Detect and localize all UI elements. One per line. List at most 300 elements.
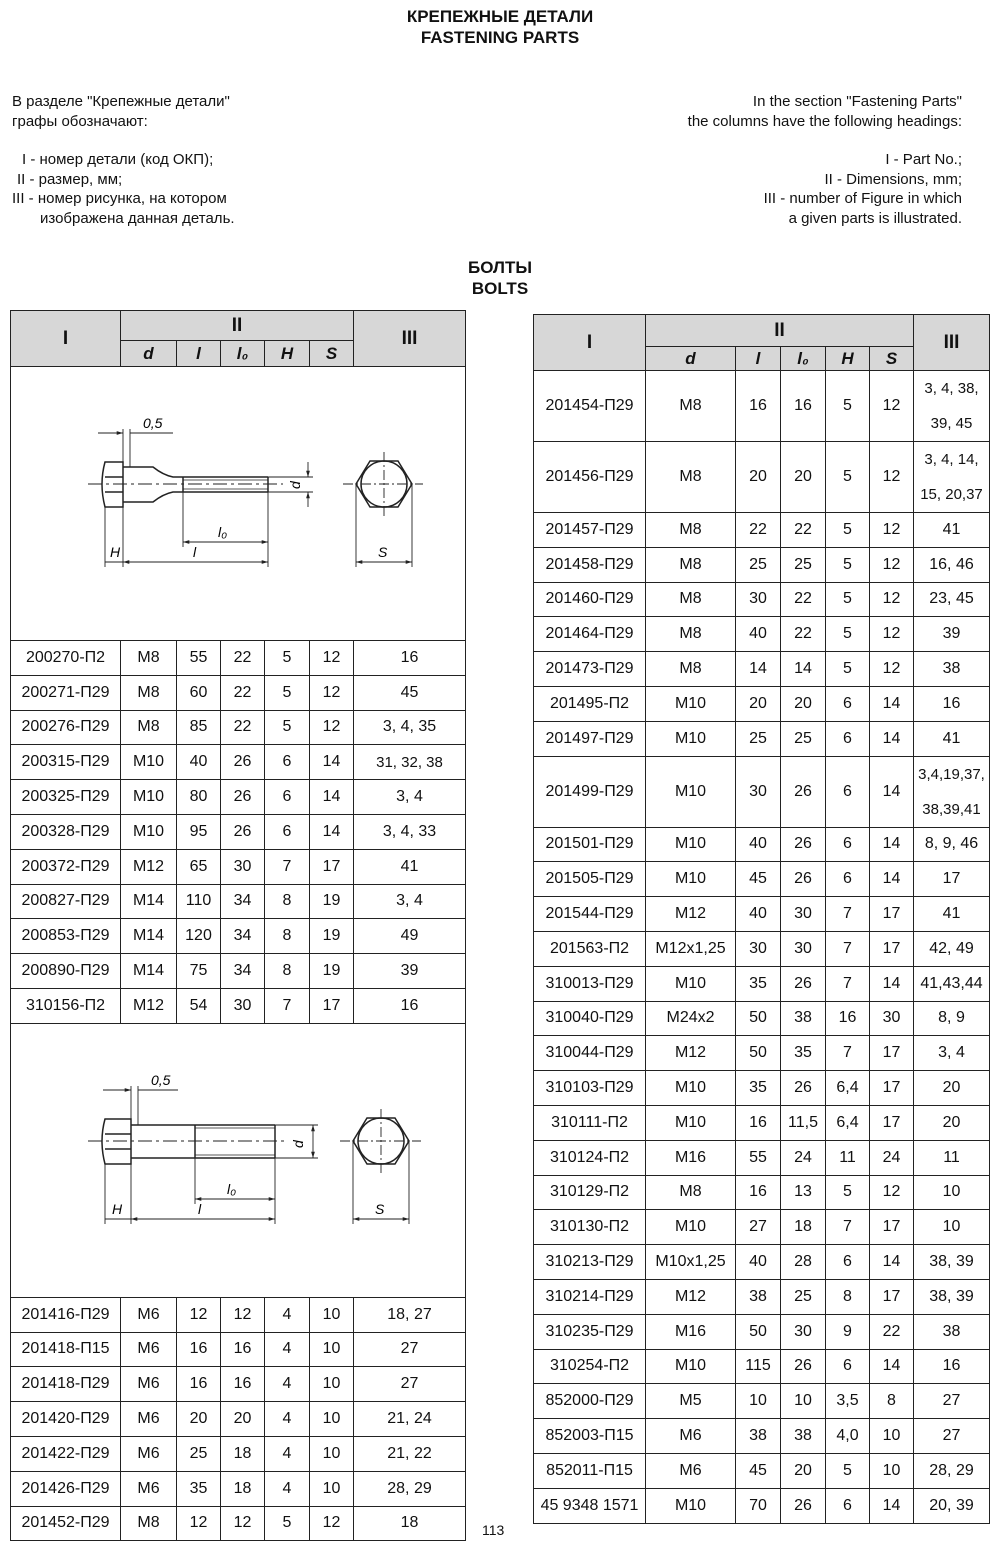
cell-figure: 18: [354, 1506, 466, 1541]
cell-d: M16: [646, 1140, 736, 1175]
cell-part-no: 200315-П29: [11, 745, 121, 780]
cell-h: 4: [265, 1436, 310, 1471]
cell-s: 17: [870, 1210, 914, 1245]
cell-l: 20: [736, 686, 781, 721]
cell-l0: 35: [781, 1036, 826, 1071]
table-row: [11, 675, 466, 710]
cell-l: 40: [736, 827, 781, 862]
table-row: [11, 1402, 466, 1437]
cell-l0: 22: [221, 675, 265, 710]
cell-part-no: 200271-П29: [11, 675, 121, 710]
cell-figure: 41: [354, 849, 466, 884]
cell-part-no: 310235-П29: [534, 1314, 646, 1349]
cell-figure: 21, 24: [354, 1402, 466, 1437]
cell-figure: 38, 39: [914, 1279, 990, 1314]
table-row: [11, 1471, 466, 1506]
cell-s: 10: [310, 1436, 354, 1471]
table-row: [11, 954, 466, 989]
page-number: 113: [482, 1522, 505, 1538]
cell-d: M16: [646, 1314, 736, 1349]
cell-s: 14: [870, 756, 914, 827]
table-row: [534, 1279, 990, 1314]
table-row: [534, 652, 990, 687]
col-header-h: H: [265, 341, 310, 367]
intro-en-item1: I - Part No.;: [885, 151, 962, 168]
cell-l: 70: [736, 1488, 781, 1523]
cell-figure: 16: [354, 641, 466, 676]
cell-l0: 26: [781, 1349, 826, 1384]
cell-figure: 27: [354, 1332, 466, 1367]
intro-ru-item3b: изображена данная деталь.: [40, 209, 235, 227]
col-header-l-r: l: [736, 347, 781, 371]
cell-l: 50: [736, 1314, 781, 1349]
cell-l0: 26: [221, 745, 265, 780]
cell-l0: 16: [781, 371, 826, 442]
cell-part-no: 201473-П29: [534, 652, 646, 687]
cell-s: 12: [870, 442, 914, 513]
cell-l: 16: [177, 1367, 221, 1402]
cell-h: 6: [826, 862, 870, 897]
cell-s: 30: [870, 1001, 914, 1036]
cell-s: 14: [870, 966, 914, 1001]
cell-d: M12: [121, 849, 177, 884]
cell-part-no: 201420-П29: [11, 1402, 121, 1437]
cell-s: 10: [310, 1332, 354, 1367]
cell-l: 40: [177, 745, 221, 780]
cell-l: 25: [177, 1436, 221, 1471]
cell-l0: 24: [781, 1140, 826, 1175]
cell-l0: 30: [221, 849, 265, 884]
cell-h: 16: [826, 1001, 870, 1036]
cell-d: M8: [646, 547, 736, 582]
table-row: [534, 1036, 990, 1071]
cell-part-no: 310013-П29: [534, 966, 646, 1001]
table-row: [11, 1367, 466, 1402]
intro-en-line2: the columns have the following headings:: [687, 112, 962, 130]
table-row: [534, 1349, 990, 1384]
cell-part-no: 201501-П29: [534, 827, 646, 862]
cell-figure: 28, 29: [914, 1453, 990, 1488]
cell-l: 55: [736, 1140, 781, 1175]
table-row: [11, 780, 466, 815]
cell-s: 14: [310, 814, 354, 849]
cell-l: 95: [177, 814, 221, 849]
table-row: [11, 849, 466, 884]
cell-l: 25: [736, 547, 781, 582]
cell-figure: 3, 4, 14, 15, 20,37: [914, 442, 990, 513]
cell-l: 45: [736, 1453, 781, 1488]
table-row: [11, 919, 466, 954]
cell-part-no: 201505-П29: [534, 862, 646, 897]
table-row: [11, 641, 466, 676]
cell-part-no: 201452-П29: [11, 1506, 121, 1541]
cell-s: 24: [870, 1140, 914, 1175]
cell-l: 12: [177, 1297, 221, 1332]
cell-d: M5: [646, 1384, 736, 1419]
table-row: [11, 710, 466, 745]
col-header-part-no: I: [11, 311, 121, 367]
cell-part-no: 310214-П29: [534, 1279, 646, 1314]
cell-l: 30: [736, 756, 781, 827]
dim-d-label-2: d: [290, 1139, 306, 1148]
cell-l0: 26: [781, 756, 826, 827]
table-row: [534, 1314, 990, 1349]
cell-h: 8: [265, 954, 310, 989]
cell-l: 40: [736, 1245, 781, 1280]
table-row: [534, 1384, 990, 1419]
cell-part-no: 201456-П29: [534, 442, 646, 513]
dim-h-label-2: H: [112, 1200, 123, 1217]
cell-h: 6: [826, 756, 870, 827]
cell-figure: 3,4,19,37, 38,39,41: [914, 756, 990, 827]
cell-d: M6: [121, 1297, 177, 1332]
cell-h: 5: [826, 513, 870, 548]
table-row: [534, 513, 990, 548]
cell-l: 16: [736, 1175, 781, 1210]
cell-d: M8: [121, 1506, 177, 1541]
cell-l: 75: [177, 954, 221, 989]
cell-l0: 10: [781, 1384, 826, 1419]
col-header-dimensions: II: [121, 311, 354, 341]
cell-l: 120: [177, 919, 221, 954]
cell-d: M10: [646, 827, 736, 862]
cell-s: 17: [870, 931, 914, 966]
cell-s: 14: [870, 1349, 914, 1384]
table-row: [534, 1245, 990, 1280]
col-header-s-r: S: [870, 347, 914, 371]
cell-figure: 11: [914, 1140, 990, 1175]
cell-h: 8: [826, 1279, 870, 1314]
cell-l: 30: [736, 582, 781, 617]
table-row: [11, 745, 466, 780]
cell-figure: 3, 4, 38, 39, 45: [914, 371, 990, 442]
cell-d: M12: [646, 897, 736, 932]
col-header-d-r: d: [646, 347, 736, 371]
cell-figure: 10: [914, 1175, 990, 1210]
cell-h: 7: [826, 1036, 870, 1071]
cell-part-no: 201499-П29: [534, 756, 646, 827]
cell-h: 11: [826, 1140, 870, 1175]
cell-h: 6: [265, 780, 310, 815]
cell-h: 5: [826, 617, 870, 652]
intro-ru-item1: I - номер детали (код ОКП);: [22, 151, 214, 168]
cell-h: 5: [265, 1506, 310, 1541]
cell-s: 14: [870, 827, 914, 862]
cell-part-no: 200270-П2: [11, 641, 121, 676]
cell-h: 5: [826, 442, 870, 513]
cell-l: 16: [177, 1332, 221, 1367]
cell-figure: 16, 46: [914, 547, 990, 582]
cell-l: 20: [177, 1402, 221, 1437]
cell-l0: 22: [781, 513, 826, 548]
cell-s: 12: [870, 617, 914, 652]
cell-l0: 25: [781, 1279, 826, 1314]
cell-s: 17: [870, 1071, 914, 1106]
cell-l: 22: [736, 513, 781, 548]
cell-l0: 26: [781, 1488, 826, 1523]
cell-d: M6: [646, 1419, 736, 1454]
bolts-table-right: [533, 314, 990, 1524]
cell-d: M10: [121, 780, 177, 815]
intro-en: [688, 92, 962, 228]
cell-d: M8: [646, 617, 736, 652]
cell-h: 6: [265, 814, 310, 849]
cell-part-no: 201422-П29: [11, 1436, 121, 1471]
cell-h: 5: [265, 710, 310, 745]
cell-figure: 41: [914, 721, 990, 756]
cell-s: 14: [310, 780, 354, 815]
cell-l: 35: [177, 1471, 221, 1506]
cell-d: M12: [646, 1036, 736, 1071]
cell-l: 65: [177, 849, 221, 884]
cell-figure: 42, 49: [914, 931, 990, 966]
cell-l0: 25: [781, 547, 826, 582]
cell-part-no: 310044-П29: [534, 1036, 646, 1071]
cell-l: 35: [736, 966, 781, 1001]
cell-part-no: 200276-П29: [11, 710, 121, 745]
cell-figure: 41: [914, 513, 990, 548]
cell-part-no: 201416-П29: [11, 1297, 121, 1332]
cell-h: 5: [826, 547, 870, 582]
cell-d: M8: [646, 513, 736, 548]
bolt-drawing-2: [13, 1024, 463, 1292]
cell-h: 6: [826, 721, 870, 756]
cell-l0: 34: [221, 954, 265, 989]
cell-l0: 13: [781, 1175, 826, 1210]
bolts-table-left: [10, 310, 466, 1541]
cell-figure: 39: [914, 617, 990, 652]
cell-figure: 45: [354, 675, 466, 710]
cell-h: 4: [265, 1471, 310, 1506]
col-header-part-no-r: I: [534, 315, 646, 371]
col-header-figure: III: [354, 311, 466, 367]
cell-figure: 41: [914, 897, 990, 932]
cell-h: 5: [826, 371, 870, 442]
cell-h: 4: [265, 1367, 310, 1402]
cell-h: 6,4: [826, 1071, 870, 1106]
cell-part-no: 201426-П29: [11, 1471, 121, 1506]
cell-s: 17: [310, 849, 354, 884]
bolt-drawing-cell: [11, 367, 466, 641]
cell-s: 14: [870, 1488, 914, 1523]
cell-figure: 38: [914, 652, 990, 687]
cell-s: 12: [310, 641, 354, 676]
cell-figure: 31, 32, 38: [354, 745, 466, 780]
table-row: [534, 827, 990, 862]
cell-s: 22: [870, 1314, 914, 1349]
dim-l0-label-2: l₀: [227, 1180, 237, 1197]
dim-l0-label: l₀: [218, 524, 228, 540]
cell-h: 8: [265, 884, 310, 919]
table-row: [11, 884, 466, 919]
cell-figure: 27: [354, 1367, 466, 1402]
cell-l0: 26: [781, 862, 826, 897]
cell-l0: 12: [221, 1297, 265, 1332]
cell-l0: 18: [221, 1471, 265, 1506]
cell-part-no: 201460-П29: [534, 582, 646, 617]
cell-d: M8: [121, 710, 177, 745]
cell-h: 6: [265, 745, 310, 780]
table-row: [534, 371, 990, 442]
cell-l0: 34: [221, 919, 265, 954]
section-title-ru: БОЛТЫ: [468, 258, 532, 277]
cell-l: 40: [736, 617, 781, 652]
intro-ru-line1: В разделе "Крепежные детали": [12, 93, 230, 110]
table-row: [534, 1105, 990, 1140]
cell-h: 6: [826, 1245, 870, 1280]
cell-l: 85: [177, 710, 221, 745]
cell-h: 6: [826, 1349, 870, 1384]
table-row: [534, 1210, 990, 1245]
cell-s: 14: [870, 1245, 914, 1280]
bolt-drawing-1: [13, 367, 463, 635]
cell-s: 12: [870, 652, 914, 687]
cell-l: 80: [177, 780, 221, 815]
cell-l: 50: [736, 1001, 781, 1036]
cell-l0: 26: [781, 1071, 826, 1106]
cell-part-no: 201418-П29: [11, 1367, 121, 1402]
cell-part-no: 201544-П29: [534, 897, 646, 932]
cell-h: 9: [826, 1314, 870, 1349]
dim-gap-label-2: 0,5: [151, 1071, 171, 1088]
intro-en-line1: In the section "Fastening Parts": [752, 93, 962, 110]
cell-h: 3,5: [826, 1384, 870, 1419]
cell-d: M10x1,25: [646, 1245, 736, 1280]
cell-s: 10: [310, 1297, 354, 1332]
table-row: [534, 442, 990, 513]
cell-h: 6: [826, 827, 870, 862]
cell-l: 40: [736, 897, 781, 932]
cell-part-no: 852003-П15: [534, 1419, 646, 1454]
col-header-h-r: H: [826, 347, 870, 371]
cell-s: 17: [870, 1279, 914, 1314]
cell-figure: 3, 4, 33: [354, 814, 466, 849]
cell-h: 7: [265, 988, 310, 1023]
cell-s: 12: [310, 1506, 354, 1541]
cell-d: M8: [646, 582, 736, 617]
cell-part-no: 310254-П2: [534, 1349, 646, 1384]
intro-en-item3b: a given parts is illustrated.: [788, 209, 962, 227]
cell-s: 12: [310, 710, 354, 745]
table-row: [11, 1332, 466, 1367]
cell-s: 12: [870, 1175, 914, 1210]
dim-h-label: H: [110, 544, 121, 560]
cell-figure: 16: [914, 1349, 990, 1384]
cell-part-no: 200328-П29: [11, 814, 121, 849]
cell-d: M6: [121, 1436, 177, 1471]
cell-h: 7: [265, 849, 310, 884]
table-row: [534, 1488, 990, 1523]
cell-s: 12: [310, 675, 354, 710]
cell-h: 4,0: [826, 1419, 870, 1454]
cell-l: 12: [177, 1506, 221, 1541]
cell-l0: 12: [221, 1506, 265, 1541]
intro-en-item3: III - number of Figure in which: [763, 190, 962, 207]
cell-s: 17: [310, 988, 354, 1023]
cell-part-no: 310129-П2: [534, 1175, 646, 1210]
cell-h: 6: [826, 686, 870, 721]
cell-l0: 20: [781, 442, 826, 513]
cell-l0: 20: [221, 1402, 265, 1437]
cell-l: 38: [736, 1279, 781, 1314]
cell-d: M10: [646, 721, 736, 756]
cell-s: 10: [870, 1453, 914, 1488]
cell-s: 19: [310, 954, 354, 989]
cell-l0: 22: [781, 617, 826, 652]
cell-h: 7: [826, 966, 870, 1001]
cell-l: 10: [736, 1384, 781, 1419]
cell-figure: 10: [914, 1210, 990, 1245]
cell-figure: 38, 39: [914, 1245, 990, 1280]
cell-part-no: 201418-П15: [11, 1332, 121, 1367]
cell-h: 7: [826, 1210, 870, 1245]
cell-l0: 28: [781, 1245, 826, 1280]
cell-d: M8: [121, 675, 177, 710]
cell-d: M6: [121, 1471, 177, 1506]
cell-l0: 30: [221, 988, 265, 1023]
cell-figure: 49: [354, 919, 466, 954]
cell-l0: 26: [781, 827, 826, 862]
cell-d: M6: [121, 1367, 177, 1402]
dim-d-label: d: [287, 481, 303, 489]
cell-s: 8: [870, 1384, 914, 1419]
cell-l0: 22: [221, 641, 265, 676]
table-row: [534, 617, 990, 652]
cell-figure: 18, 27: [354, 1297, 466, 1332]
cell-d: M8: [646, 371, 736, 442]
cell-s: 10: [870, 1419, 914, 1454]
table-row: [534, 686, 990, 721]
cell-part-no: 201454-П29: [534, 371, 646, 442]
cell-d: M10: [646, 1071, 736, 1106]
cell-l0: 38: [781, 1001, 826, 1036]
page-title-ru: КРЕПЕЖНЫЕ ДЕТАЛИ: [406, 7, 594, 26]
cell-figure: 20, 39: [914, 1488, 990, 1523]
cell-l: 55: [177, 641, 221, 676]
cell-figure: 28, 29: [354, 1471, 466, 1506]
cell-h: 7: [826, 897, 870, 932]
table-row: [11, 814, 466, 849]
cell-part-no: 310213-П29: [534, 1245, 646, 1280]
cell-l0: 26: [221, 814, 265, 849]
cell-h: 8: [265, 919, 310, 954]
cell-l: 16: [736, 371, 781, 442]
table-row: [534, 1001, 990, 1036]
table-row: [534, 721, 990, 756]
cell-s: 12: [870, 547, 914, 582]
cell-s: 14: [870, 862, 914, 897]
cell-l0: 30: [781, 897, 826, 932]
table-row: [534, 1071, 990, 1106]
cell-part-no: 310156-П2: [11, 988, 121, 1023]
table-row: [534, 1419, 990, 1454]
cell-l0: 22: [781, 582, 826, 617]
table-row: [534, 756, 990, 827]
cell-figure: 8, 9: [914, 1001, 990, 1036]
cell-figure: 3, 4, 35: [354, 710, 466, 745]
cell-s: 17: [870, 1105, 914, 1140]
table-row: [534, 547, 990, 582]
table-row: [534, 931, 990, 966]
cell-figure: 27: [914, 1384, 990, 1419]
cell-l0: 16: [221, 1332, 265, 1367]
cell-d: M10: [646, 966, 736, 1001]
cell-h: 7: [826, 931, 870, 966]
cell-s: 14: [870, 721, 914, 756]
cell-d: M10: [646, 1349, 736, 1384]
cell-part-no: 200890-П29: [11, 954, 121, 989]
cell-l: 54: [177, 988, 221, 1023]
